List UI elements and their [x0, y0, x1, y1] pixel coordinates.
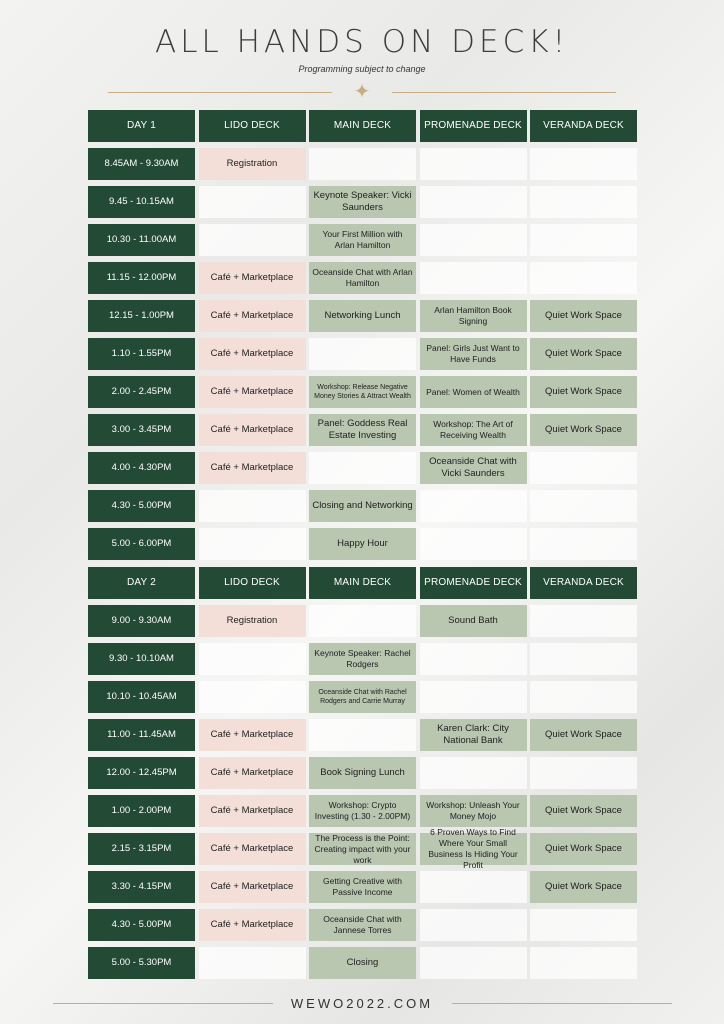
session-cell: Panel: Goddess Real Estate Investing — [309, 414, 416, 446]
session-cell: Karen Clark: City National Bank — [420, 719, 527, 751]
time-slot: 5.00 - 6.00PM — [88, 528, 195, 560]
session-cell: Quiet Work Space — [530, 719, 637, 751]
session-cell: The Process is the Point: Creating impact with your work — [309, 833, 416, 865]
deck-header: VERANDA DECK — [530, 110, 637, 142]
session-cell: Quiet Work Space — [530, 300, 637, 332]
session-cell: Quiet Work Space — [530, 414, 637, 446]
session-cell: Registration — [199, 148, 306, 180]
empty-cell — [199, 681, 306, 713]
time-slot: 11.00 - 11.45AM — [88, 719, 195, 751]
empty-cell — [199, 947, 306, 979]
session-cell: Café + Marketplace — [199, 833, 306, 865]
sparkle-icon: ✦ — [353, 81, 371, 103]
time-slot: 11.15 - 12.00PM — [88, 262, 195, 294]
day-label: DAY 2 — [88, 567, 195, 599]
session-cell: Café + Marketplace — [199, 262, 306, 294]
empty-cell — [420, 681, 527, 713]
session-cell: Café + Marketplace — [199, 338, 306, 370]
empty-cell — [420, 148, 527, 180]
time-slot: 4.00 - 4.30PM — [88, 452, 195, 484]
time-slot: 12.15 - 1.00PM — [88, 300, 195, 332]
session-cell: Networking Lunch — [309, 300, 416, 332]
empty-cell — [530, 947, 637, 979]
schedule-day-1 — [88, 110, 637, 560]
empty-cell — [530, 490, 637, 522]
empty-cell — [309, 338, 416, 370]
empty-cell — [199, 490, 306, 522]
time-slot: 10.10 - 10.45AM — [88, 681, 195, 713]
day-label: DAY 1 — [88, 110, 195, 142]
subtitle: Programming subject to change — [298, 64, 426, 74]
time-slot: 8.45AM - 9.30AM — [88, 148, 195, 180]
empty-cell — [309, 148, 416, 180]
empty-cell — [420, 757, 527, 789]
deck-header: LIDO DECK — [199, 567, 306, 599]
empty-cell — [530, 643, 637, 675]
ornament-line-left — [108, 92, 332, 93]
empty-cell — [420, 643, 527, 675]
ornament-line-right — [392, 92, 616, 93]
empty-cell — [420, 947, 527, 979]
time-slot: 10.30 - 11.00AM — [88, 224, 195, 256]
empty-cell — [420, 909, 527, 941]
page-title: ALL HANDS ON DECK! — [154, 24, 569, 60]
session-cell: Workshop: Release Negative Money Stories & Attract Wealth — [309, 376, 416, 408]
session-cell: Arlan Hamilton Book Signing — [420, 300, 527, 332]
time-slot: 5.00 - 5.30PM — [88, 947, 195, 979]
empty-cell — [420, 224, 527, 256]
empty-cell — [420, 871, 527, 903]
session-cell: Keynote Speaker: Rachel Rodgers — [309, 643, 416, 675]
footer-line-right — [452, 1003, 672, 1004]
session-cell: Oceanside Chat with Vicki Saunders — [420, 452, 527, 484]
session-cell: Café + Marketplace — [199, 414, 306, 446]
time-slot: 4.30 - 5.00PM — [88, 909, 195, 941]
empty-cell — [530, 681, 637, 713]
session-cell: Café + Marketplace — [199, 452, 306, 484]
session-cell: Closing — [309, 947, 416, 979]
session-cell: Café + Marketplace — [199, 795, 306, 827]
empty-cell — [309, 719, 416, 751]
time-slot: 4.30 - 5.00PM — [88, 490, 195, 522]
time-slot: 9.30 - 10.10AM — [88, 643, 195, 675]
time-slot: 1.00 - 2.00PM — [88, 795, 195, 827]
empty-cell — [530, 186, 637, 218]
time-slot: 3.00 - 3.45PM — [88, 414, 195, 446]
empty-cell — [199, 186, 306, 218]
schedule-day-2 — [88, 567, 637, 979]
empty-cell — [420, 186, 527, 218]
session-cell: Sound Bath — [420, 605, 527, 637]
empty-cell — [530, 148, 637, 180]
session-cell: Keynote Speaker: Vicki Saunders — [309, 186, 416, 218]
empty-cell — [199, 643, 306, 675]
time-slot: 9.45 - 10.15AM — [88, 186, 195, 218]
session-cell: Quiet Work Space — [530, 338, 637, 370]
deck-header: PROMENADE DECK — [420, 567, 527, 599]
time-slot: 2.15 - 3.15PM — [88, 833, 195, 865]
session-cell: Café + Marketplace — [199, 871, 306, 903]
session-cell: Quiet Work Space — [530, 871, 637, 903]
time-slot: 9.00 - 9.30AM — [88, 605, 195, 637]
empty-cell — [530, 757, 637, 789]
session-cell: Quiet Work Space — [530, 376, 637, 408]
session-cell: Oceanside Chat with Arlan Hamilton — [309, 262, 416, 294]
empty-cell — [199, 528, 306, 560]
session-cell: Café + Marketplace — [199, 757, 306, 789]
deck-header: MAIN DECK — [309, 567, 416, 599]
empty-cell — [420, 490, 527, 522]
session-cell: Café + Marketplace — [199, 909, 306, 941]
session-cell: 6 Proven Ways to Find Where Your Small Business Is Hiding Your Profit — [420, 833, 527, 865]
session-cell: Closing and Networking — [309, 490, 416, 522]
session-cell: Café + Marketplace — [199, 719, 306, 751]
deck-header: MAIN DECK — [309, 110, 416, 142]
deck-header: VERANDA DECK — [530, 567, 637, 599]
time-slot: 2.00 - 2.45PM — [88, 376, 195, 408]
deck-header: LIDO DECK — [199, 110, 306, 142]
time-slot: 12.00 - 12.45PM — [88, 757, 195, 789]
empty-cell — [530, 224, 637, 256]
empty-cell — [530, 605, 637, 637]
empty-cell — [420, 528, 527, 560]
session-cell: Your First Million with Arlan Hamilton — [309, 224, 416, 256]
session-cell: Café + Marketplace — [199, 300, 306, 332]
session-cell: Registration — [199, 605, 306, 637]
empty-cell — [199, 224, 306, 256]
empty-cell — [309, 605, 416, 637]
footer-url: WEWO2022.COM — [290, 996, 434, 1011]
empty-cell — [420, 262, 527, 294]
session-cell: Panel: Women of Wealth — [420, 376, 527, 408]
session-cell: Workshop: Unleash Your Money Mojo — [420, 795, 527, 827]
session-cell: Getting Creative with Passive Income — [309, 871, 416, 903]
session-cell: Happy Hour — [309, 528, 416, 560]
session-cell: Panel: Girls Just Want to Have Funds — [420, 338, 527, 370]
session-cell: Workshop: Crypto Investing (1.30 - 2.00PM) — [309, 795, 416, 827]
empty-cell — [530, 528, 637, 560]
session-cell: Workshop: The Art of Receiving Wealth — [420, 414, 527, 446]
session-cell: Book Signing Lunch — [309, 757, 416, 789]
empty-cell — [530, 262, 637, 294]
empty-cell — [530, 452, 637, 484]
session-cell: Café + Marketplace — [199, 376, 306, 408]
time-slot: 3.30 - 4.15PM — [88, 871, 195, 903]
session-cell: Quiet Work Space — [530, 795, 637, 827]
empty-cell — [530, 909, 637, 941]
session-cell: Oceanside Chat with Jannese Torres — [309, 909, 416, 941]
empty-cell — [309, 452, 416, 484]
session-cell: Oceanside Chat with Rachel Rodgers and Carrie Murray — [309, 681, 416, 713]
time-slot: 1.10 - 1.55PM — [88, 338, 195, 370]
session-cell: Quiet Work Space — [530, 833, 637, 865]
deck-header: PROMENADE DECK — [420, 110, 527, 142]
